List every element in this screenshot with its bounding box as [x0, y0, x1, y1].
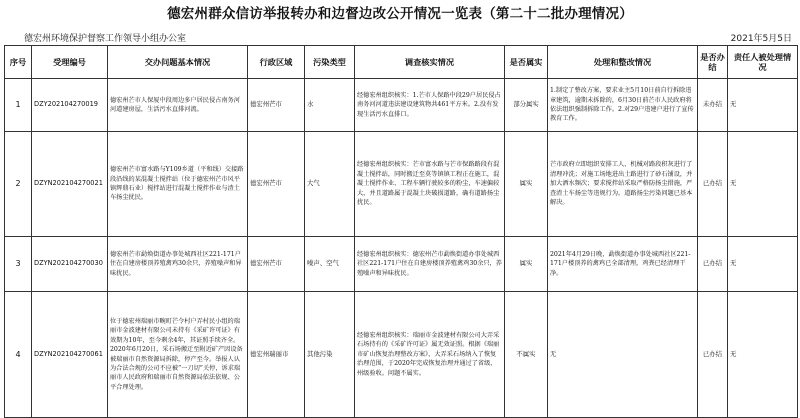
cell-handling: 1.制定了整改方案，要求业主5月10日前自行拆除违章建筑，逾期未拆除的，6月30日前芒市人民政府将依法组织强制拆除工作。2.对29户违建户进行了宣传教育工作。 [548, 79, 698, 132]
col-header-issue: 交办问题基本情况 [108, 46, 248, 79]
cell-accountability: 无 [728, 132, 798, 237]
cell-verified: 属实 [505, 237, 548, 292]
cell-code: DZYN202104270030 [32, 237, 108, 292]
col-header-investigation: 调查核实情况 [355, 46, 505, 79]
date-label: 2021年5月5日 [730, 34, 792, 44]
cell-region: 德宏州芒市 [248, 79, 305, 132]
cell-closed: 已办结 [698, 132, 728, 237]
cell-pollution: 噪声、空气 [305, 237, 355, 292]
cell-accountability: 无 [728, 292, 798, 418]
col-header-verified: 是否属实 [505, 46, 548, 79]
page-title: 德宏州群众信访举报转办和边督边改公开情况一览表（第二十二批办理情况） [167, 6, 633, 22]
cell-accountability: 无 [728, 79, 798, 132]
cell-pollution: 大气 [305, 132, 355, 237]
cell-closed: 已办结 [698, 292, 728, 418]
col-header-handling: 处理和整改情况 [548, 46, 698, 79]
cell-region: 德宏州芒市 [248, 132, 305, 237]
col-header-region: 行政区域 [248, 46, 305, 79]
cell-pollution: 水 [305, 79, 355, 132]
cell-index: 3 [5, 237, 32, 292]
col-header-pollution: 污染类型 [305, 46, 355, 79]
cell-handling: 无 [548, 292, 698, 418]
cell-issue: 德宏州芒市富水路与Y109乡道（平和线）交接路段沿线的某混凝土搅拌站（位于德宏州芒市风平镇辉鼎石业）搅拌站进行混凝土搅拌作业与渣土车扬尘扰民。 [108, 132, 248, 237]
cell-code: DZYN202104270061 [32, 292, 108, 418]
cell-verified: 属实 [505, 132, 548, 237]
cell-region: 德宏州芒市 [248, 237, 305, 292]
cell-index: 2 [5, 132, 32, 237]
cell-investigation: 经德宏州组织核实：瑞丽市金波建材有限公司大弄采石场持有的《采矿许可证》属无效证照。根据《瑞丽市矿山恢复治理整改方案》，大弄采石场纳入了恢复治理范围，于2020年完成恢复治理并通过了省级、州级验收。问题不属实。 [355, 292, 505, 418]
cell-investigation: 经德宏州组织核实：1.芒市人保路中段29户居民侵占南务河河道违法建设建筑物共461平方米。2.没有发现生活污水直排口。 [355, 79, 505, 132]
cell-investigation: 经德宏州组织核实：德宏州芒市勐焕街道办事处城西社区221-171户住在自建房楼顶养殖禽鸡30余只，养殖噪声和异味扰民。 [355, 237, 505, 292]
header-row [5, 46, 798, 79]
table-row [5, 237, 798, 292]
cell-pollution: 其他污染 [305, 292, 355, 418]
cell-code: DZYN202104270021 [32, 132, 108, 237]
table-row [5, 132, 798, 237]
cell-verified: 部分属实 [505, 79, 548, 132]
cell-accountability: 无 [728, 237, 798, 292]
cell-index: 1 [5, 79, 32, 132]
cell-region: 德宏州瑞丽市 [248, 292, 305, 418]
cell-handling: 2021年4月29日晚，勐焕街道办事处城西社区221-171户楼顶养的禽鸡已全部清理，鸡粪已经清理干净。 [548, 237, 698, 292]
cell-code: DZY202104270019 [32, 79, 108, 132]
department-label: 德宏州环境保护督察工作领导小组办公室 [24, 34, 187, 44]
col-header-index: 序号 [5, 46, 32, 79]
cell-closed: 未办结 [698, 79, 728, 132]
cell-issue: 德宏州芒市勐焕街道办事处城西社区221-171户住在自建房楼顶养殖禽鸡30余只，养殖噪声和异味扰民。 [108, 237, 248, 292]
cell-index: 4 [5, 292, 32, 418]
cell-handling: 芒市政府立即组织安排工人、机械对路段积灰进行了清理冲洗；对施工场地进出土路进行了砂石铺设，并加大洒水频次；要求搅拌站采取严格防扬尘措施，严查渣土车扬尘等违规行为。道路扬尘污染问题已基本解决。 [548, 132, 698, 237]
report-table [4, 45, 798, 418]
cell-investigation: 经德宏州组织核实：芒市富水路与芒市保路路段有混凝土搅拌站，同时搬迁至莫等镇镇工程正在施工，混凝土搅拌作业、工程车辆行驶较多的粉尘，车速偏较大，并且道路属于混凝土块破损道路，确有道路扬尘扰民。 [355, 132, 505, 237]
cell-closed: 已办结 [698, 237, 728, 292]
col-header-closed: 是否办结 [698, 46, 728, 79]
cell-verified: 不属实 [505, 292, 548, 418]
cell-issue: 位于德宏州瑞丽市畹町芒令村户弄村民小组的瑞丽市金波建材有限公司未持有《采矿许可证》有效期为10年，至今剩余4年，其证照手续齐全。2020年6月20日，采石场搬迁至附近矿产因设备被瑞丽市自然资源局拆除，停产至今。举报人认为合法合规的公司不应被“一刀切”关停，诉求瑞丽市人民政府和瑞丽市自然资源局依法依规、公平合理处理。 [108, 292, 248, 418]
col-header-accountability: 责任人被处理情况 [728, 46, 798, 79]
table-row [5, 79, 798, 132]
cell-issue: 德宏州芒市人保厦中段周边多户居民侵占南务河河道建房屋，生活污水直排河流。 [108, 79, 248, 132]
col-header-code: 受理编号 [32, 46, 108, 79]
table-row [5, 292, 798, 418]
